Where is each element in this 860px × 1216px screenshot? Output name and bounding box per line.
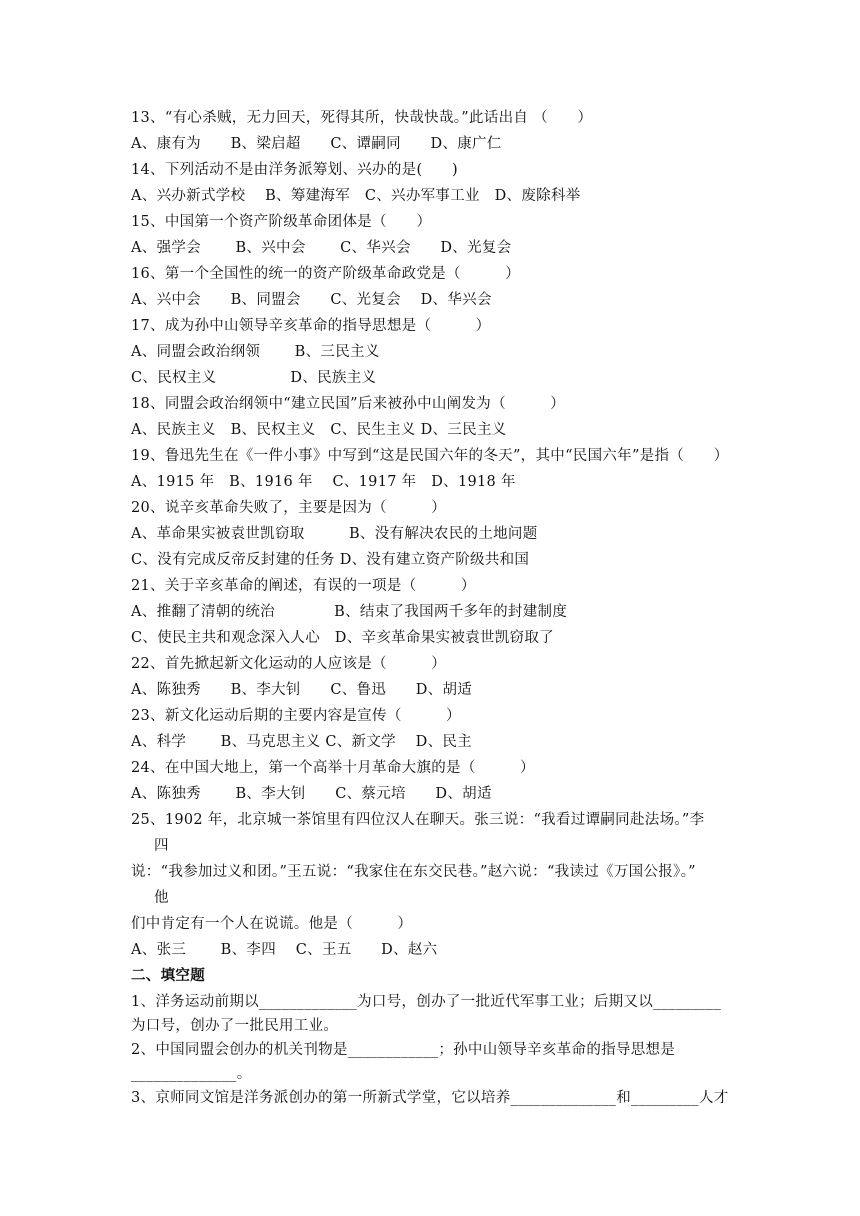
question-14-options: A、兴办新式学校 B、筹建海军 C、兴办军事工业 D、废除科举 (131, 188, 581, 204)
question-17: 17、成为孙中山领导辛亥革命的指导思想是（ ） (131, 318, 491, 334)
question-22-options: A、陈独秀 B、李大钊 C、鲁迅 D、胡适 (131, 682, 473, 698)
question-16: 16、第一个全国性的统一的资产阶级革命政党是（ ） (131, 266, 521, 282)
question-25-line-4: 他 (154, 890, 169, 906)
question-13: 13、“有心杀贼，无力回天，死得其所，快哉快哉。”此话出自 （ ） (131, 110, 593, 126)
question-20-options-ab: A、革命果实被袁世凯窃取 B、没有解决农民的土地问题 (131, 526, 538, 542)
question-24: 24、在中国大地上，第一个高举十月革命大旗的是（ ） (131, 760, 535, 776)
question-23-options: A、科学 B、马克思主义 C、新文学 D、民主 (131, 734, 472, 750)
question-23: 23、新文化运动后期的主要内容是宣传（ ） (131, 708, 461, 724)
question-13-options: A、康有为 B、梁启超 C、谭嗣同 D、康广仁 (131, 136, 502, 152)
question-15-options: A、强学会 B、兴中会 C、华兴会 D、光复会 (131, 240, 512, 256)
question-21: 21、关于辛亥革命的阐述，有误的一项是（ ） (131, 578, 476, 594)
question-25-options: A、张三 B、李四 C、王五 D、赵六 (131, 942, 438, 958)
question-22: 22、首先掀起新文化运动的人应该是（ ） (131, 656, 447, 672)
fill-question-1-line-1: 1、洋务运动前期以_____________为口号，创办了一批近代军事工业；后期又以_________ (131, 994, 722, 1010)
question-25-line-3: 说：“我参加过义和团。”王五说：“我家住在东交民巷。”赵六说：“我读过《万国公报》。” (131, 864, 696, 880)
question-18: 18、同盟会政治纲领中“建立民国”后来被孙中山阐发为（ ） (131, 396, 566, 412)
question-20-options-cd: C、没有完成反帝反封建的任务 D、没有建立资产阶级共和国 (131, 552, 530, 568)
question-21-options-cd: C、使民主共和观念深入人心 D、辛亥革命果实被袁世凯窃取了 (131, 630, 554, 646)
question-25-line-5: 们中肯定有一个人在说谎。他是（ ） (131, 916, 413, 932)
question-17-options-cd: C、民权主义 D、民族主义 (131, 370, 377, 386)
fill-question-3-line-1: 3、京师同文馆是洋务派创办的第一所新式学堂，它以培养______________和_________人才 (131, 1090, 729, 1106)
fill-question-1-line-2: 为口号，创办了一批民用工业。 (131, 1018, 339, 1034)
fill-question-2-line-2: ______________。 (131, 1066, 252, 1082)
question-18-options: A、民族主义 B、民权主义 C、民生主义 D、三民主义 (131, 422, 507, 438)
question-24-options: A、陈独秀 B、李大钊 C、蔡元培 D、胡适 (131, 786, 492, 802)
question-16-options: A、兴中会 B、同盟会 C、光复会 D、华兴会 (131, 292, 492, 308)
section-heading-fill-in: 二、填空题 (131, 967, 205, 984)
fill-question-2-line-1: 2、中国同盟会创办的机关刊物是____________；孙中山领导辛亥革命的指导思想是 (131, 1042, 676, 1058)
question-19: 19、鲁迅先生在《一件小事》中写到“这是民国六年的冬天”，其中“民国六年”是指（ ） (131, 448, 729, 464)
question-21-options-ab: A、推翻了清朝的统治 B、结束了我国两千多年的封建制度 (131, 604, 568, 620)
question-15: 15、中国第一个资产阶级革命团体是（ ） (131, 214, 432, 230)
question-25-line-2: 四 (154, 838, 169, 854)
question-25-line-1: 25、1902 年，北京城一茶馆里有四位汉人在聊天。张三说：“我看过谭嗣同赴法场。”李 (131, 812, 705, 828)
question-20: 20、说辛亥革命失败了，主要是因为（ ） (131, 500, 447, 516)
question-14: 14、下列活动不是由洋务派筹划、兴办的是( ) (131, 162, 458, 178)
question-17-options-ab: A、同盟会政治纲领 B、三民主义 (131, 344, 380, 360)
question-19-options: A、1915 年 B、1916 年 C、1917 年 D、1918 年 (131, 474, 516, 490)
